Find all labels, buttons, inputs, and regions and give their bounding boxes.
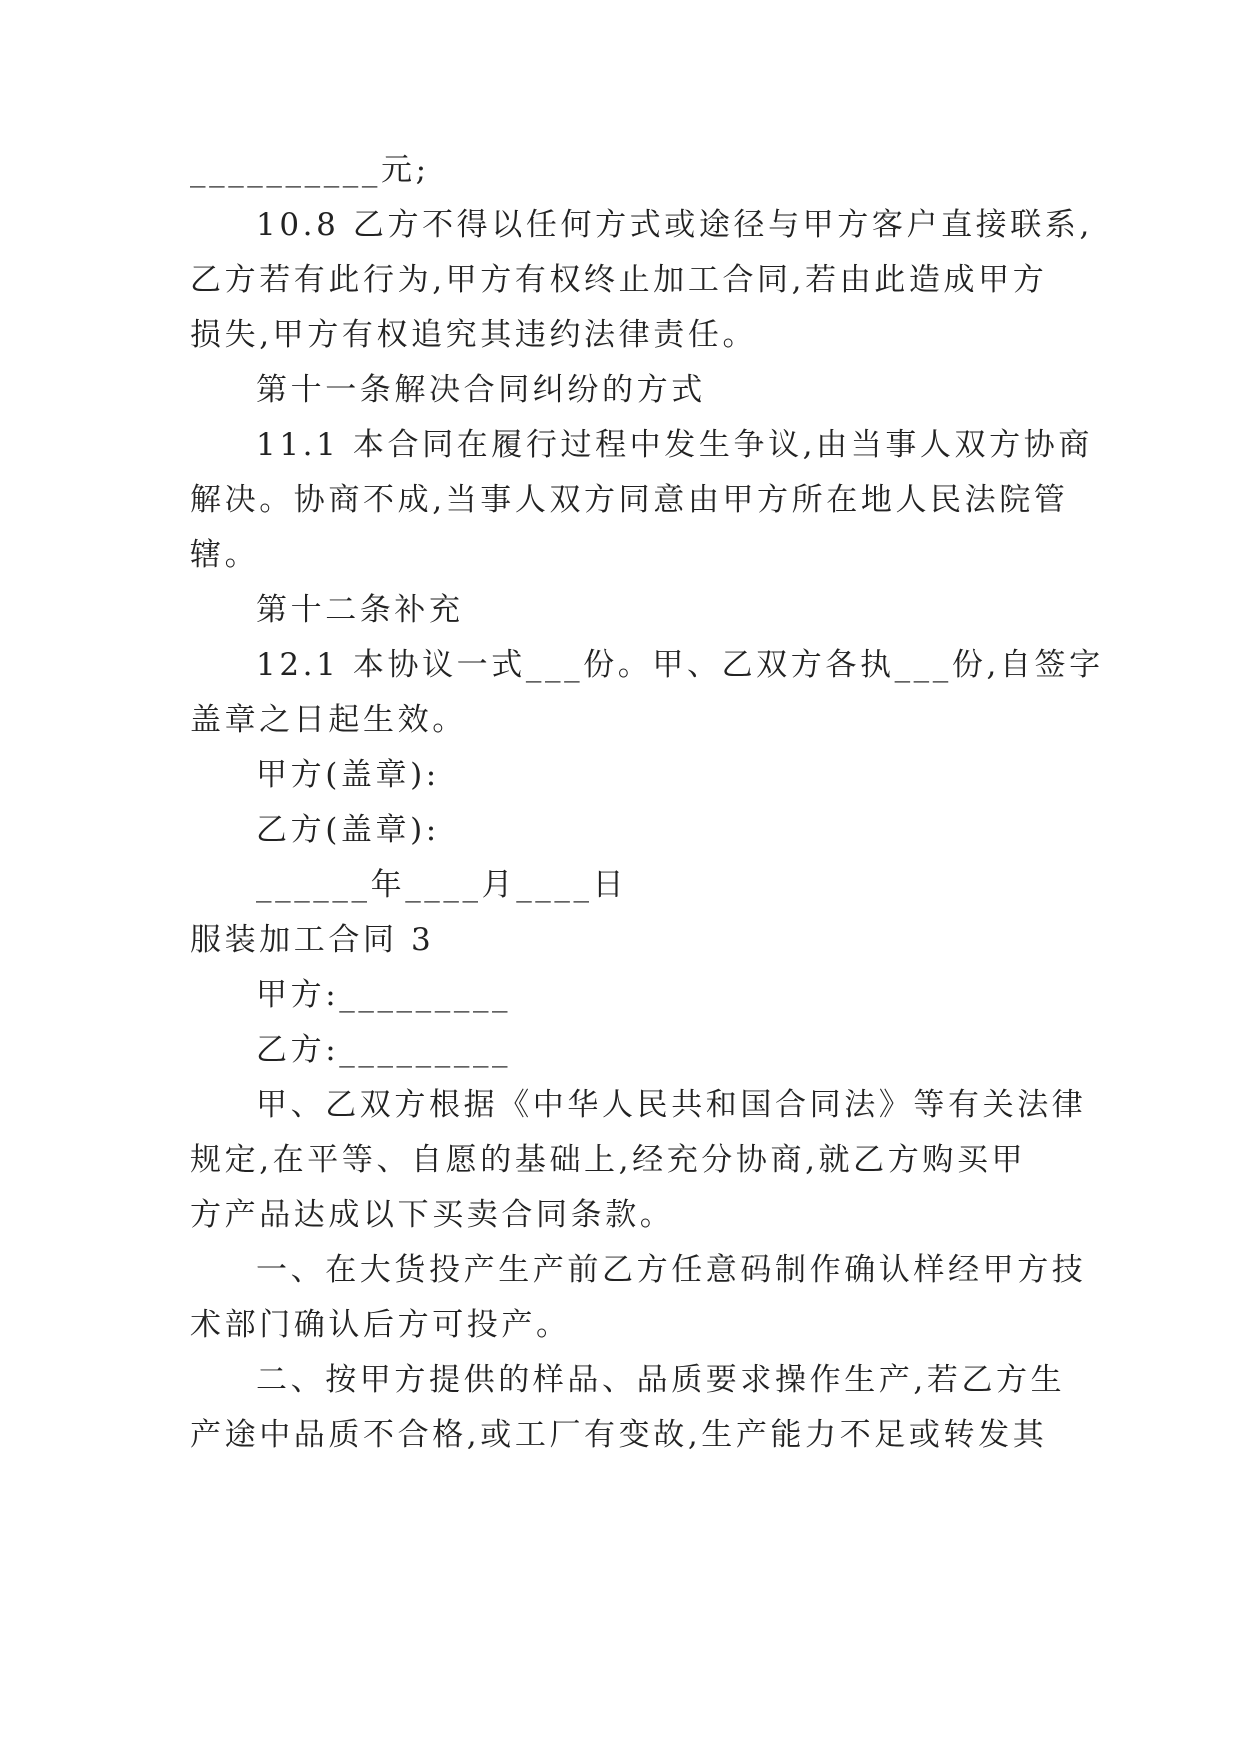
preamble-line-2: 规定,在平等、自愿的基础上,经充分协商,就乙方购买甲 <box>190 1142 1027 1178</box>
article-12-heading: 第十二条补充 <box>256 592 464 628</box>
clause-2-line-1: 二、按甲方提供的样品、品质要求操作生产,若乙方生 <box>256 1362 1066 1398</box>
preamble-line-3: 方产品达成以下买卖合同条款。 <box>190 1197 675 1233</box>
clause-11-1-line-3: 辖。 <box>190 537 260 573</box>
article-11-heading: 第十一条解决合同纠纷的方式 <box>256 372 706 408</box>
clause-12-1-line-2: 盖章之日起生效。 <box>190 702 467 738</box>
clause-11-1-line-2: 解决。协商不成,当事人双方同意由甲方所在地人民法院管 <box>190 482 1069 518</box>
clause-1-line-2: 术部门确认后方可投产。 <box>190 1307 571 1343</box>
party-b-line: 乙方:_________ <box>256 1032 512 1068</box>
clause-2-line-2: 产途中品质不合格,或工厂有变故,生产能力不足或转发其 <box>190 1417 1048 1453</box>
date-line: ______年____月____日 <box>256 867 628 903</box>
clause-10-8-line-1: 10.8 乙方不得以任何方式或途径与甲方客户直接联系, <box>256 207 1093 243</box>
party-a-seal-line: 甲方(盖章): <box>256 757 440 793</box>
clause-10-8-line-2: 乙方若有此行为,甲方有权终止加工合同,若由此造成甲方 <box>190 262 1048 298</box>
amount-blank-line: __________元; <box>190 152 430 188</box>
clause-10-8-line-3: 损失,甲方有权追究其违约法律责任。 <box>190 317 758 353</box>
preamble-line-1: 甲、乙双方根据《中华人民共和国合同法》等有关法律 <box>256 1087 1087 1123</box>
clause-1-line-1: 一、在大货投产生产前乙方任意码制作确认样经甲方技 <box>256 1252 1087 1288</box>
party-a-line: 甲方:_________ <box>256 977 512 1013</box>
party-b-seal-line: 乙方(盖章): <box>256 812 440 848</box>
clause-12-1-line-1: 12.1 本协议一式___份。甲、乙双方各执___份,自签字 <box>256 647 1104 683</box>
clause-11-1-line-1: 11.1 本合同在履行过程中发生争议,由当事人双方协商 <box>256 427 1093 463</box>
contract-3-title: 服装加工合同 3 <box>190 922 435 958</box>
